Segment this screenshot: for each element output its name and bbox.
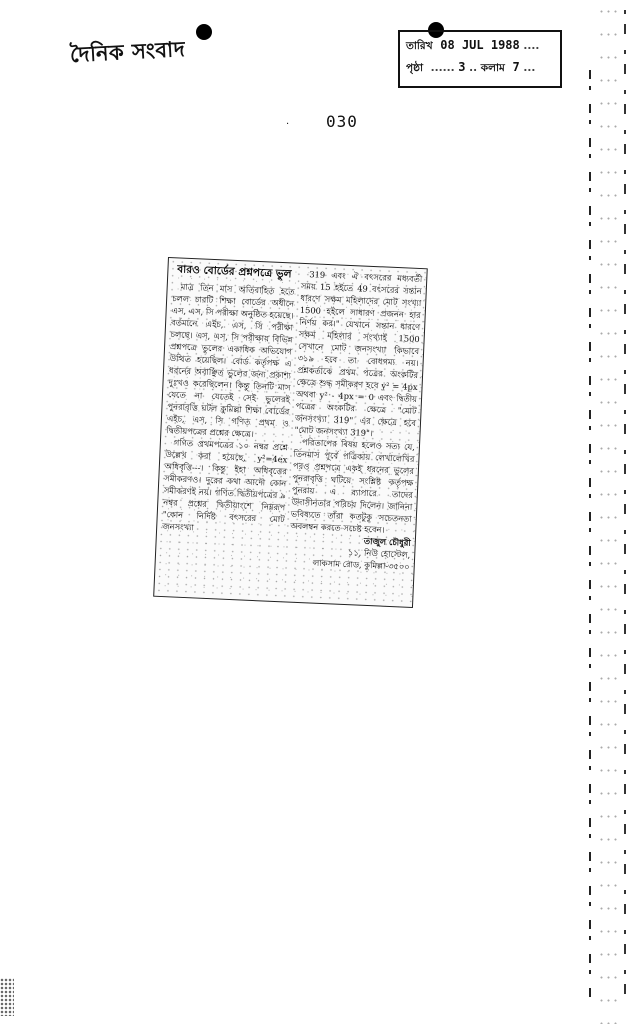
clipping-author: তাজুল চৌধুরী xyxy=(363,535,411,548)
stamp-column-value: 7 xyxy=(512,60,520,74)
stamp-date-label: তারিখ xyxy=(406,40,433,52)
page-edge-line xyxy=(589,70,591,1000)
page-edge-noise xyxy=(598,0,620,1024)
clipping-paragraph: পরিতাপের বিষয় হলেও সত্য যে, তিনমাস পূর্বে পত্রিকায় লেখালেখির পরও প্রশ্নপত্রে একই ধরনের ভুলের পুনরাবৃত্তি ঘটিয়ে সংশ্লিষ্ট কর্তৃপক্ষ পুনরায় এ ব্যাপারে তাদের উদাসীনতার পরিচয় দিলেন। জানিনা ভবিষ্যতে তাঁরা কতটুকু সচেতনতা অবলম্বন করতে সচেষ্ট হবেন। xyxy=(290,437,416,535)
clipping-right-column xyxy=(289,268,423,573)
clipping-address-line: লাকসাম রোড, কুমিল্লা-৩৫০০ xyxy=(312,557,410,572)
stamp-page-row: পৃষ্ঠা ...... 3 .. কলাম 7 ... xyxy=(406,60,536,74)
newspaper-clipping xyxy=(153,257,428,608)
stamp-page-label: পৃষ্ঠা xyxy=(406,62,424,74)
stamp-column-label: কলাম xyxy=(480,62,505,74)
clipping-paragraph: মাত্র তিন মাস অতিবাহিত হতে চলল চারটি শিক্ষা বোর্ডের অধীনে এস, এস, সি পরীক্ষা অনুষ্ঠিত হয়েছে। বর্তমানে এইচ, এস, সি পরীক্ষা চলছে। এস, এস, সি পরীক্ষায় বিভিন্ন প্রশ্নপত্রে ভুলের একাধিক অভিযোগ উত্থিত হয়েছিল। বোর্ড কর্তৃপক্ষ এ ধরনের অবাঞ্ছিত ভুলের জন্য প্রকাশ্য দুঃখও করেছিলেন। কিন্তু তিনটি মাস যেতে না যেতেই সেই ভুলেরই পুনরাবৃত্তি ঘটল কুমিল্লা শিক্ষা বোর্ডের এইচ, এস, সি গণিত প্রথম ও দ্বিতীয়পত্রের প্রশ্নের ক্ষেত্রে। xyxy=(166,281,295,439)
date-stamp xyxy=(398,30,562,88)
newspaper-masthead: দৈনিক সংবাদ xyxy=(69,36,186,68)
stamp-date-row: তারিখ 08 JUL 1988 .... xyxy=(406,38,540,52)
folio-number: 030 xyxy=(326,112,358,131)
clipping-left-column xyxy=(162,262,296,537)
clipping-paragraph: 319 এবং ঐ বৎসরের মধ্যবর্তী সময় 15 হইতে 49 বৎসরের সন্তান ধারণে সক্ষম মহিলাদের মোট সংখ্যা 1500 হইলে সাধারণ প্রজনন হার নির্ণয় কর।" যেখানে সন্তান ধারণে সক্ষম মহিলার সংখ্যাই 1500 সেখানে মোট জনসংখ্যা কিভাবে ৩১৯ হবে তা বোধগম্য নয়। প্রশ্নকর্তাকে প্রথম পত্রের অংকটির ক্ষেত্রে শুদ্ধ সমীকরণ হবে y² = 4px অথবা y² - 4px = 0 এবং দ্বিতীয় পত্রের অংকটির ক্ষেত্রে "মোট জনসংখ্যা 319" এর ক্ষেত্রে হবে "মোট জনসংখ্যা 319"। xyxy=(294,269,423,439)
page-edge-line-outer xyxy=(624,10,626,1010)
stamp-page-value: 3 xyxy=(458,60,466,74)
clipping-headline: বারও বোর্ডের প্রশ্নপত্রে ভুল xyxy=(177,263,292,281)
clipping-address-line: ১১, নিউ হোস্টেল, xyxy=(347,547,411,560)
punch-hole-left xyxy=(196,24,212,40)
scan-corner-noise xyxy=(0,978,14,1016)
clipping-paragraph: গণিত প্রথমপত্রের ১০ নম্বর প্রশ্নে উল্লেখ করা হয়েছে, y²=4ex অধিবৃত্তি---। কিন্তু ইহা অধিবৃত্তের সমীকরণও। দুরের কথা আদৌ কোন সমীকরণই নয়। গণিত দ্বিতীয়পত্রের ৯ নম্বর প্রশ্নের দ্বিতীয়াংশে নিম্নরূপ "কোন নির্দিষ্ট বৎসরের মোট জনসংখ্যা xyxy=(162,437,289,533)
scan-speck: · xyxy=(286,119,290,130)
stamp-date-value: 08 JUL 1988 xyxy=(440,38,520,52)
